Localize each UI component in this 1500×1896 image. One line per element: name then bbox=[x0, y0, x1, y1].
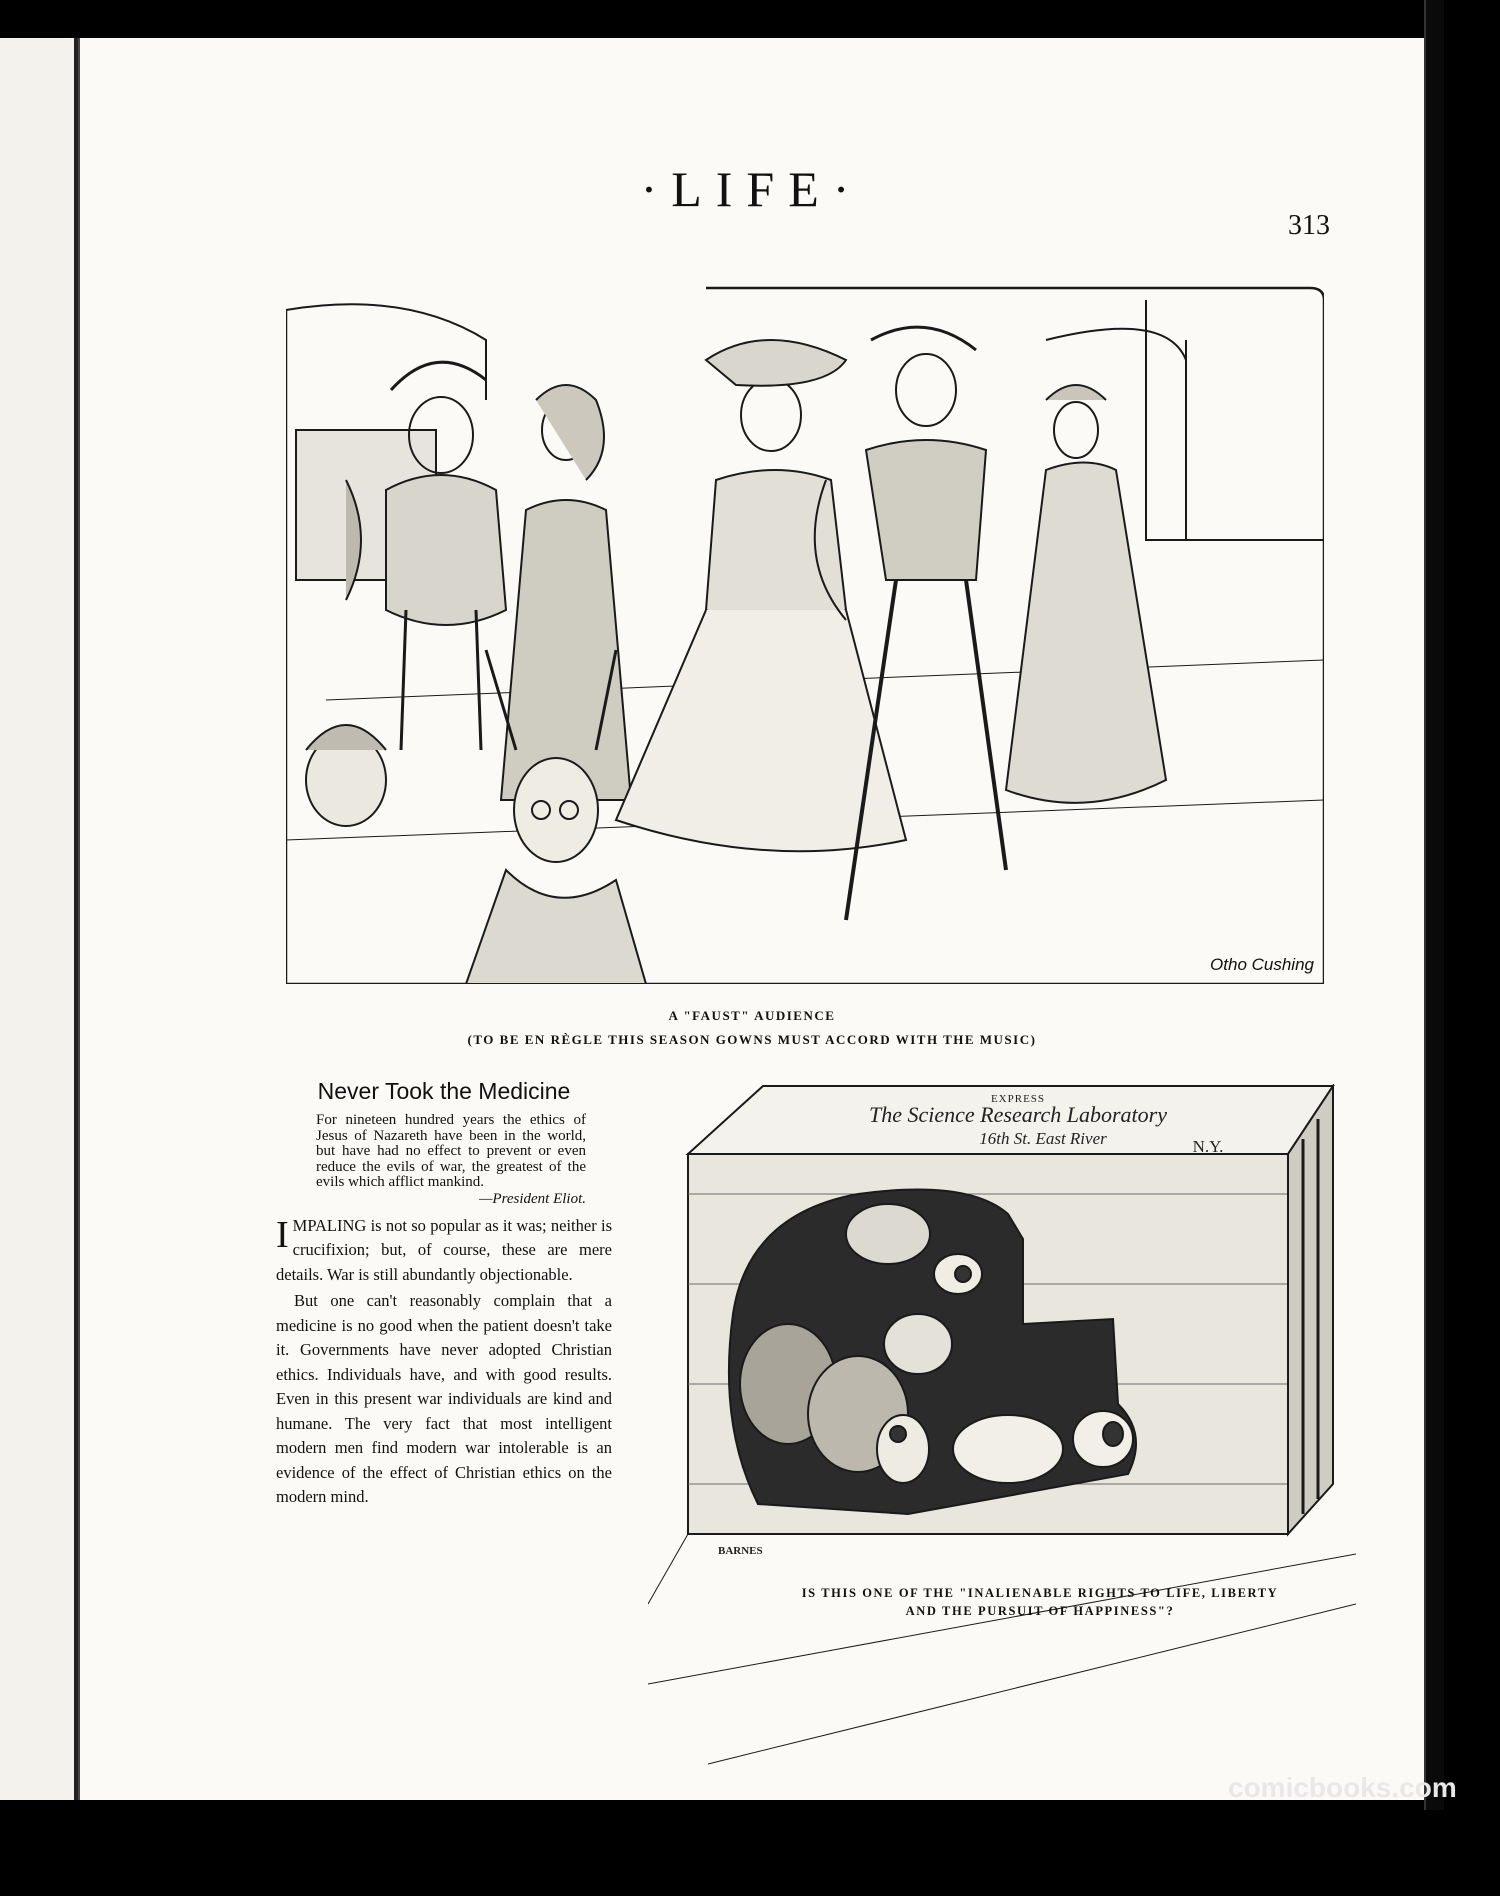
puppy-caption bbox=[730, 1584, 1350, 1620]
crate-stamp: EXPRESS bbox=[990, 1093, 1046, 1105]
left-page-edge bbox=[0, 38, 80, 1800]
faust-caption-title: A "FAUST" AUDIENCE bbox=[668, 1008, 836, 1023]
cartoon-signature: Otho Cushing bbox=[1210, 955, 1314, 974]
crate-label-line-3: N.Y. bbox=[1192, 1137, 1224, 1156]
drop-cap: I bbox=[276, 1213, 289, 1256]
source-watermark: comicbooks.com bbox=[1228, 1772, 1457, 1803]
binding-spine bbox=[74, 38, 78, 1800]
magazine-page bbox=[80, 38, 1424, 1800]
epigraph-attribution: —President Eliot. bbox=[479, 1190, 586, 1207]
article-title: Never Took the Medicine bbox=[317, 1078, 571, 1104]
right-page-edge bbox=[1424, 0, 1444, 1810]
masthead: ·LIFE· bbox=[640, 161, 864, 217]
page-number: 313 bbox=[1288, 210, 1330, 241]
crate-signature: BARNES bbox=[718, 1545, 763, 1557]
article-paragraph-1 bbox=[276, 1214, 612, 1288]
puppy-caption-line-1: IS THIS ONE OF THE "INALIENABLE RIGHTS TO LIFE, LIBERTY bbox=[801, 1586, 1279, 1600]
puppy-caption-line-2: AND THE PURSUIT OF HAPPINESS"? bbox=[905, 1604, 1175, 1618]
article-paragraph-2: But one can't reasonably complain that a medicine is no good when the patient doesn't take it. Governments have never adopted Christian ethics. Individuals have, and with good results. Even in this present war individuals are kind and humane. The very fact that most intelligent modern men find modern war intolerable is an evidence of the effect of Christian ethics on the modern mind. bbox=[276, 1291, 612, 1506]
editorial-article bbox=[276, 1078, 612, 1510]
faust-caption-subtitle: (TO BE EN RÈGLE THIS SEASON GOWNS MUST ACCORD WITH THE MUSIC) bbox=[467, 1032, 1037, 1047]
paragraph-1-text: MPALING is not so popular as it was; neither is crucifixion; but, of course, these are mere details. War is still abundantly objectionable. bbox=[276, 1215, 612, 1284]
faust-audience-illustration bbox=[286, 280, 1324, 984]
article-epigraph: For nineteen hundred years the ethics of Jesus of Nazareth have been in the world, but have had no effect to prevent or even reduce the evils of war, the greatest of the evils which afflict mankind. bbox=[316, 1112, 586, 1190]
crate-label-line-1: The Science Research Laboratory bbox=[869, 1102, 1167, 1127]
crate-label-line-2: 16th St. East River bbox=[979, 1129, 1107, 1148]
